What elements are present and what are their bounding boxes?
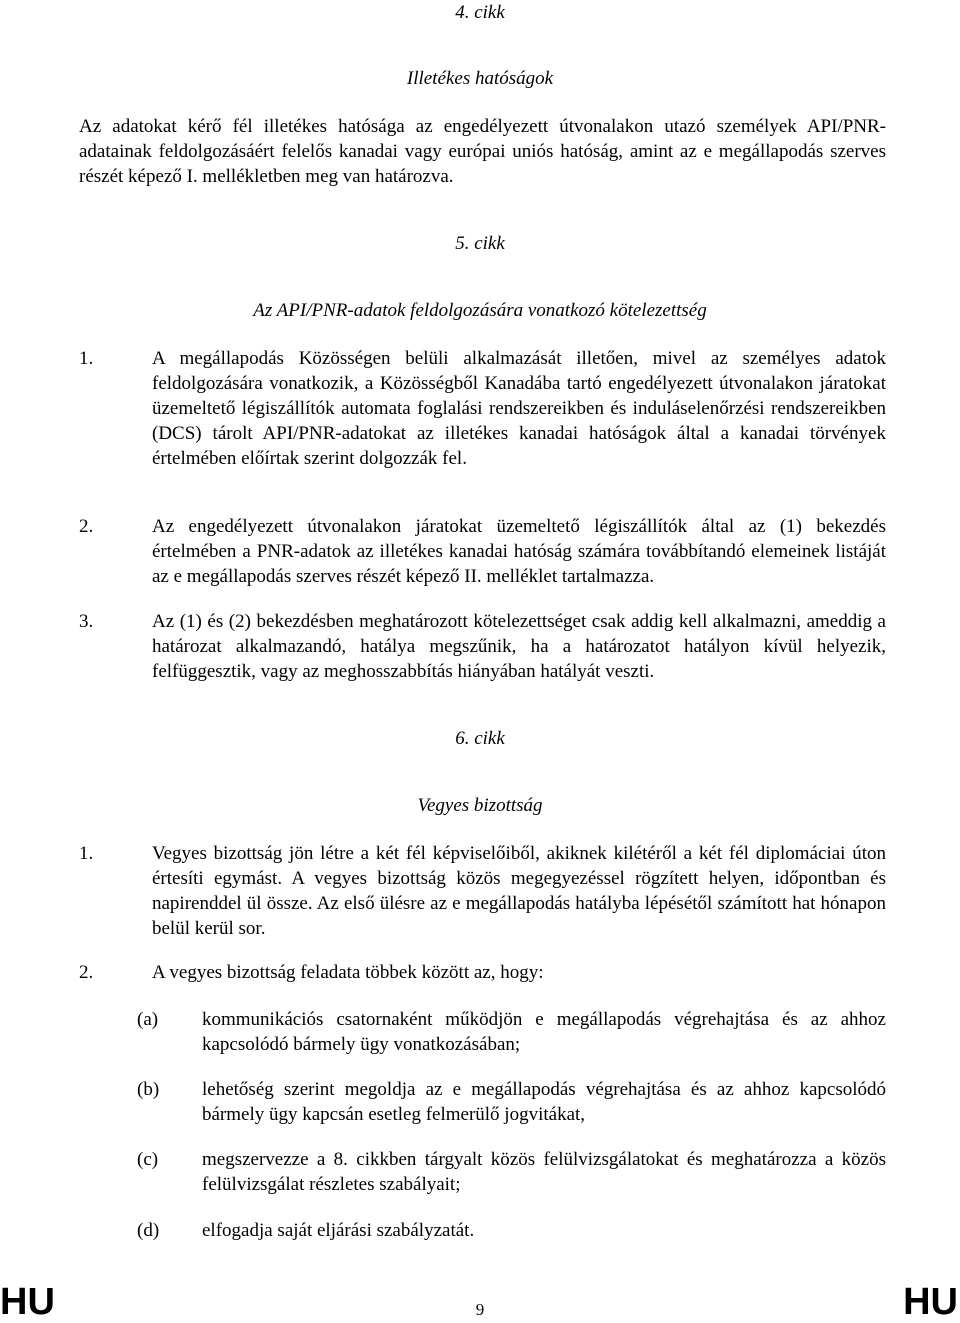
list-item-label: (a) <box>137 1009 159 1030</box>
article-6-heading: 6. cikk <box>455 728 505 749</box>
list-item-label: (c) <box>137 1149 159 1170</box>
article-5-heading: 5. cikk <box>455 233 505 254</box>
paragraph-number: 2. <box>79 516 94 537</box>
article-4-text: Az adatokat kérő fél illetékes hatósága az engedélyezett útvonalakon utazó személyek API/PNR-adatainak feldolgozásáért felelős kanadai vagy európai uniós hatóság, amint az e megállapodás szerves részét képező I. mellékletben meg van határozva. <box>79 116 886 187</box>
list-item-text: lehetőség szerint megoldja az e megállapodás végrehajtása és az ahhoz kapcsolódó bármely ügy kapcsán esetleg felmerülő jogvitákat, <box>202 1079 886 1125</box>
article-5-title: Az API/PNR-adatok feldolgozására vonatkozó kötelezettség <box>253 300 707 321</box>
paragraph-text: A megállapodás Közösségen belüli alkalmazását illetően, mivel az személyes adatok feldolgozására vonatkozik, a Közösségből Kanadába tartó engedélyezett útvonalakon járatokat üzemeltető légiszállítók automata foglalási rendszereikben és induláselenőrzési rendszereikben (DCS) tárolt API/PNR-adatokat az illetékes kanadai hatóságok által a kanadai törvények értelmében előírtak szerint dolgozzák fel. <box>152 348 886 469</box>
paragraph-text: Az (1) és (2) bekezdésben meghatározott kötelezettséget csak addig kell alkalmazni, ameddig a határozat alkalmazandó, hatálya megszűnik, ha a határozatot hatályon kívül helyezik, felfüggesztik, vagy az meghosszabbítás hiányában hatályát veszti. <box>152 611 886 682</box>
list-item-text: megszervezze a 8. cikkben tárgyalt közös felülvizsgálatokat és meghatározza a közös felülvizsgálat részletes szabályait; <box>202 1149 886 1195</box>
list-item-label: (b) <box>137 1079 160 1100</box>
paragraph-number: 1. <box>79 348 94 369</box>
paragraph-number: 1. <box>79 843 94 864</box>
list-item-text: kommunikációs csatornaként működjön e megállapodás végrehajtása és az ahhoz kapcsolódó bármely ügy vonatkozásában; <box>202 1009 886 1055</box>
paragraph-text: Vegyes bizottság jön létre a két fél képviselőiből, akiknek kilétéről a két fél diplomáciai úton értesíti egymást. A vegyes bizottság közös megegyezéssel rögzített helyen, időpontban és napirenddel ül össze. Az első ülésre az e megállapodás hatályba lépésétől számított hat hónapon belül kerül sor. <box>152 843 886 939</box>
article-4-heading: 4. cikk <box>455 2 505 23</box>
list-item-text: elfogadja saját eljárási szabályzatát. <box>202 1220 475 1241</box>
list-item-label: (d) <box>137 1220 160 1241</box>
paragraph-number: 2. <box>79 962 94 983</box>
paragraph-number: 3. <box>79 611 94 632</box>
paragraph-text: Az engedélyezett útvonalakon járatokat üzemeltető légiszállítók által az (1) bekezdés értelmében a PNR-adatok az illetékes kanadai hatóság számára továbbítandó elemeinek listáját az e megállapodás szerves részét képező II. melléklet tartalmazza. <box>152 516 886 587</box>
footer-language-right: HU <box>903 1281 958 1323</box>
page-number: 9 <box>475 1300 485 1319</box>
article-4-title: Illetékes hatóságok <box>406 68 554 89</box>
paragraph-text: A vegyes bizottság feladata többek között az, hogy: <box>152 962 544 983</box>
footer-language-left: HU <box>0 1281 55 1323</box>
article-6-title: Vegyes bizottság <box>417 795 543 816</box>
